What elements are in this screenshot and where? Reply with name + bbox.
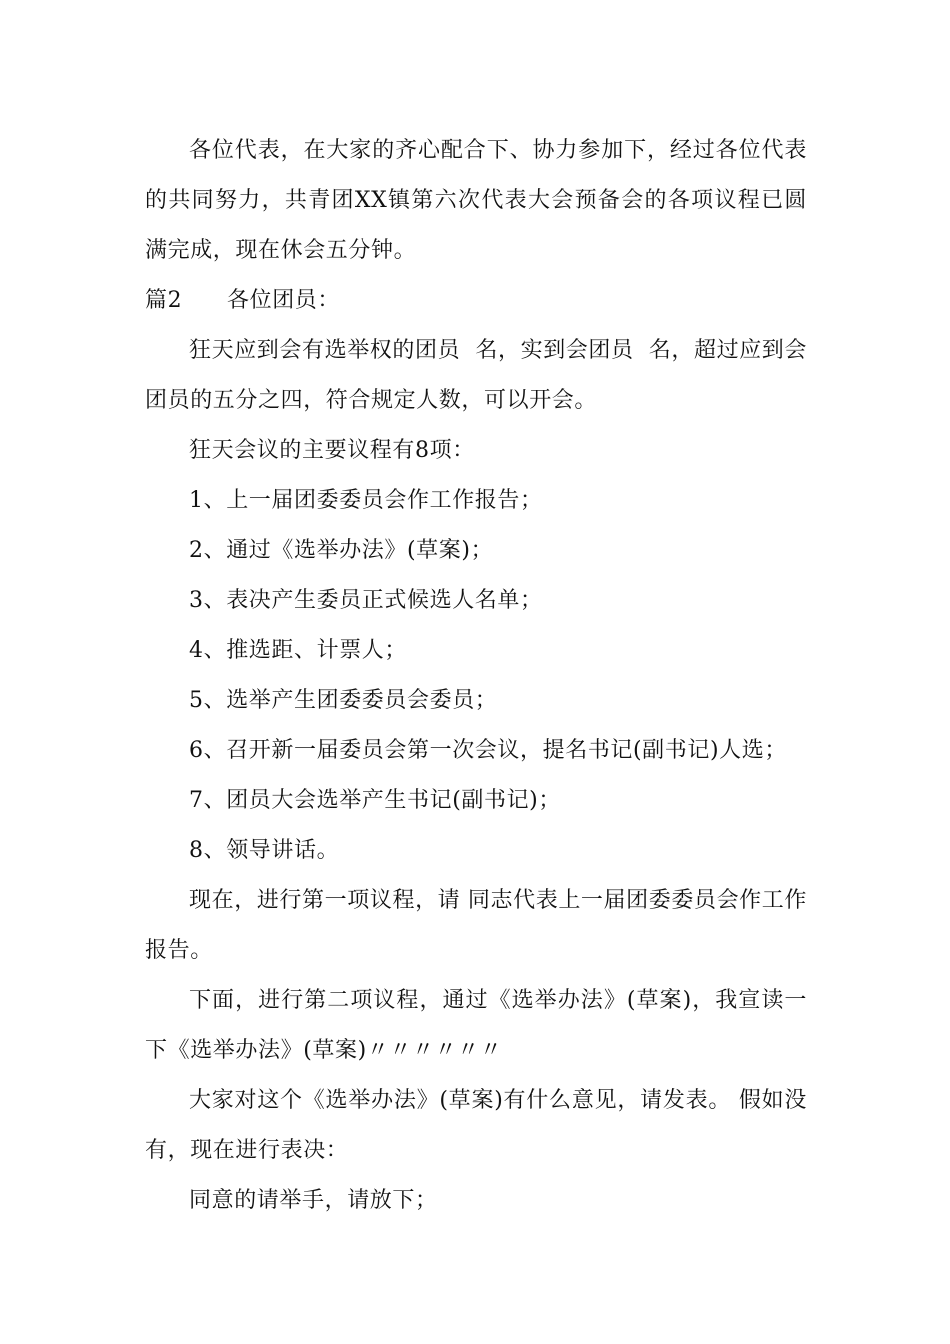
agenda-item-5: 5、选举产生团委委员会委员；: [189, 688, 498, 713]
agenda-item-2: 2、通过《选举办法》(草案)；: [189, 538, 494, 563]
paragraph-agenda-intro: 狂天会议的主要议程有8项：: [189, 438, 475, 463]
section-number: 篇2: [145, 288, 183, 313]
section-heading: [145, 276, 807, 326]
agenda-item-7: 7、团员大会选举产生书记(副书记)；: [189, 788, 561, 813]
paragraph-attendance: 狂天应到会有选举权的团员 名，实到会团员 名，超过应到会团员的五分之四，符合规定人数，可以开会。: [145, 338, 807, 413]
agenda-item-3: 3、表决产生委员正式候选人名单；: [189, 588, 543, 613]
paragraph-opinions: 大家对这个《选举办法》(草案)有什么意见，请发表。 假如没有，现在进行表决：: [145, 1088, 807, 1163]
agenda-item-4: 4、推选距、计票人；: [189, 638, 407, 663]
document-body: [145, 126, 807, 1226]
paragraph-second-item: 下面，进行第二项议程，通过《选举办法》(草案)，我宣读一下《选举办法》(草案)〃〃〃〃〃〃: [145, 988, 807, 1063]
agenda-item-6: 6、召开新一届委员会第一次会议，提名书记(副书记)人选；: [189, 738, 787, 763]
agenda-item-1: 1、上一届团委委员会作工作报告；: [189, 488, 543, 513]
paragraph-first-item: 现在，进行第一项议程，请 同志代表上一届团委委员会作工作报告。: [145, 888, 807, 963]
section-greeting: 各位团员：: [227, 288, 341, 313]
paragraph-vote: 同意的请举手，请放下；: [189, 1188, 438, 1213]
paragraph-closing-remarks: 各位代表，在大家的齐心配合下、协力参加下，经过各位代表的共同努力，共青团XX镇第六次代表大会预备会的各项议程已圆满完成，现在休会五分钟。: [145, 138, 807, 263]
agenda-item-8: 8、领导讲话。: [189, 838, 340, 863]
